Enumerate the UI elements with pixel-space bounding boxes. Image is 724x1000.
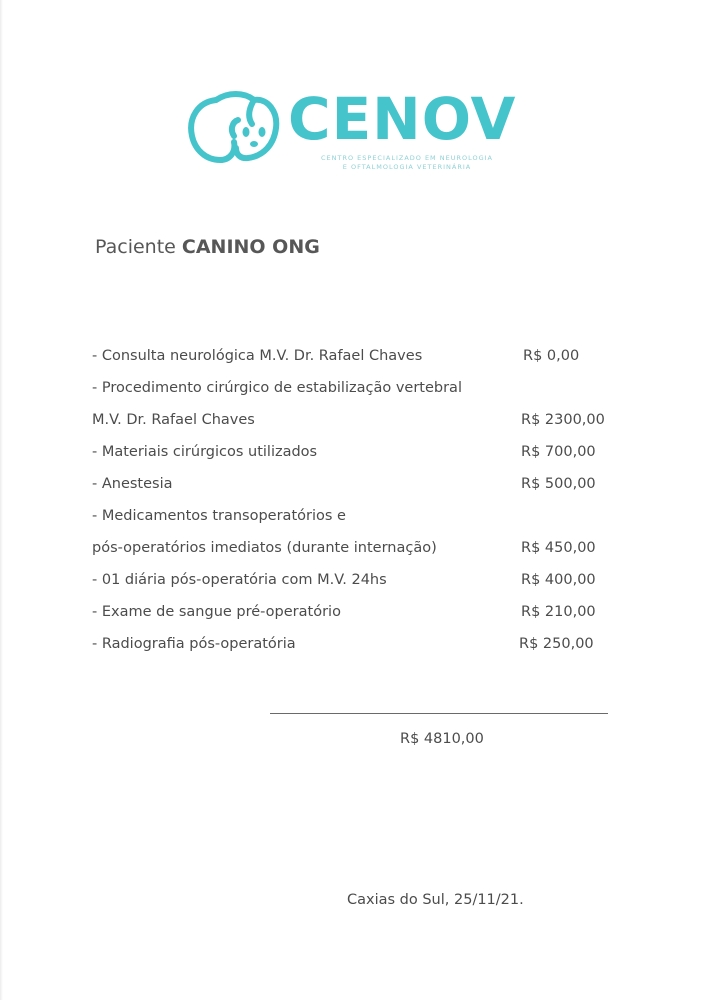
clinic-tagline-line-2: E OFTALMOLOGIA VETERINÁRIA bbox=[342, 163, 472, 171]
item-price: R$ 700,00 bbox=[521, 444, 596, 460]
item-description: - Materiais cirúrgicos utilizados bbox=[92, 444, 318, 460]
item-description: - 01 diária pós-operatória com M.V. 24hs bbox=[92, 572, 387, 588]
item-description: - Anestesia bbox=[92, 476, 173, 492]
clinic-tagline bbox=[298, 154, 516, 172]
patient-name: CANINO ONG bbox=[181, 236, 320, 258]
clinic-name: CENOV bbox=[288, 85, 517, 153]
item-description: - Radiografia pós-operatória bbox=[92, 636, 296, 652]
dog-cat-logo-icon bbox=[186, 88, 282, 168]
item-description: - Procedimento cirúrgico de estabilização vertebral bbox=[92, 380, 462, 396]
item-description: - Exame de sangue pré-operatório bbox=[92, 604, 341, 620]
scan-edge bbox=[0, 0, 3, 1000]
item-description: - Medicamentos transoperatórios e bbox=[92, 508, 346, 524]
item-description: M.V. Dr. Rafael Chaves bbox=[92, 412, 255, 428]
patient-heading bbox=[95, 236, 320, 258]
item-price: R$ 0,00 bbox=[523, 348, 580, 364]
item-price: R$ 450,00 bbox=[521, 540, 596, 556]
item-description: - Consulta neurológica M.V. Dr. Rafael Chaves bbox=[92, 348, 423, 364]
clinic-tagline-line-1: CENTRO ESPECIALIZADO EM NEUROLOGIA bbox=[320, 154, 493, 162]
item-description: pós-operatórios imediatos (durante internação) bbox=[92, 540, 437, 556]
item-price: R$ 250,00 bbox=[519, 636, 594, 652]
place-and-date: Caxias do Sul, 25/11/21. bbox=[347, 892, 524, 908]
item-price: R$ 2300,00 bbox=[521, 412, 605, 428]
item-price: R$ 400,00 bbox=[521, 572, 596, 588]
total-divider bbox=[270, 713, 608, 714]
item-price: R$ 210,00 bbox=[521, 604, 596, 620]
invoice-total: R$ 4810,00 bbox=[400, 731, 484, 747]
item-price: R$ 500,00 bbox=[521, 476, 596, 492]
patient-label: Paciente bbox=[95, 236, 176, 258]
clinic-logo bbox=[186, 84, 526, 180]
